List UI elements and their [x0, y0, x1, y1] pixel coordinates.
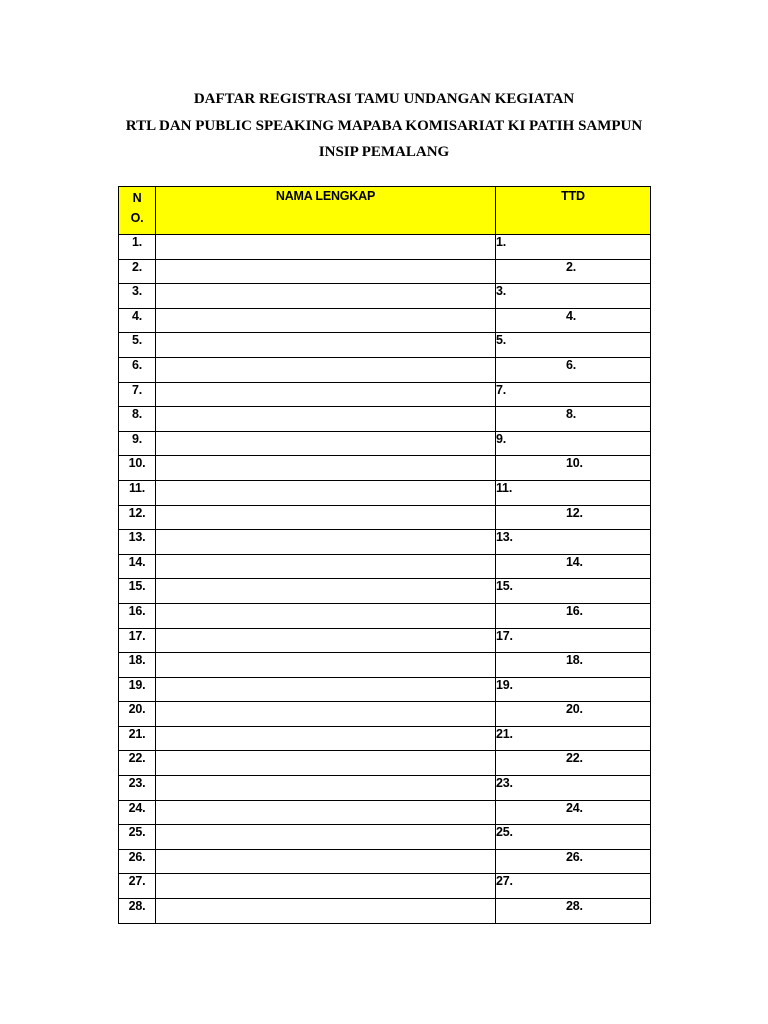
name-cell[interactable]: [156, 505, 496, 530]
signature-cell[interactable]: 11.: [496, 480, 651, 505]
signature-cell[interactable]: 27.: [496, 874, 651, 899]
row-number: 6.: [119, 357, 156, 382]
row-number: 16.: [119, 603, 156, 628]
name-cell[interactable]: [156, 259, 496, 284]
row-number: 4.: [119, 308, 156, 333]
table-row: [119, 456, 651, 481]
row-number: 11.: [119, 480, 156, 505]
table-row: [119, 653, 651, 678]
name-cell[interactable]: [156, 456, 496, 481]
table-row: [119, 579, 651, 604]
name-cell[interactable]: [156, 874, 496, 899]
row-number: 23.: [119, 776, 156, 801]
table-row: [119, 333, 651, 358]
name-cell[interactable]: [156, 849, 496, 874]
signature-cell[interactable]: 17.: [496, 628, 651, 653]
signature-cell[interactable]: 8.: [496, 407, 651, 432]
name-cell[interactable]: [156, 407, 496, 432]
row-number: 20.: [119, 702, 156, 727]
table-row: [119, 382, 651, 407]
table-row: [119, 235, 651, 260]
name-cell[interactable]: [156, 899, 496, 924]
table-row: [119, 751, 651, 776]
signature-cell[interactable]: 19.: [496, 677, 651, 702]
name-cell[interactable]: [156, 726, 496, 751]
signature-cell[interactable]: 24.: [496, 800, 651, 825]
row-number: 24.: [119, 800, 156, 825]
name-cell[interactable]: [156, 776, 496, 801]
table-row: [119, 308, 651, 333]
table-row: [119, 530, 651, 555]
table-header-row: [119, 187, 651, 235]
table-row: [119, 480, 651, 505]
signature-cell[interactable]: 5.: [496, 333, 651, 358]
row-number: 5.: [119, 333, 156, 358]
table-row: [119, 776, 651, 801]
table-row: [119, 603, 651, 628]
table-row: [119, 505, 651, 530]
registration-table: [118, 186, 651, 924]
table-row: [119, 554, 651, 579]
document-title: [0, 86, 768, 166]
signature-cell[interactable]: 13.: [496, 530, 651, 555]
row-number: 17.: [119, 628, 156, 653]
row-number: 1.: [119, 235, 156, 260]
name-cell[interactable]: [156, 677, 496, 702]
title-line-1: DAFTAR REGISTRASI TAMU UNDANGAN KEGIATAN: [193, 91, 575, 107]
signature-cell[interactable]: 12.: [496, 505, 651, 530]
signature-cell[interactable]: 23.: [496, 776, 651, 801]
title-line-2: RTL DAN PUBLIC SPEAKING MAPABA KOMISARIAT KI PATIH SAMPUN: [125, 117, 643, 134]
signature-cell[interactable]: 22.: [496, 751, 651, 776]
signature-cell[interactable]: 10.: [496, 456, 651, 481]
row-number: 9.: [119, 431, 156, 456]
table-row: [119, 259, 651, 284]
signature-cell[interactable]: 21.: [496, 726, 651, 751]
name-cell[interactable]: [156, 357, 496, 382]
row-number: 2.: [119, 259, 156, 284]
name-cell[interactable]: [156, 530, 496, 555]
signature-cell[interactable]: 28.: [496, 899, 651, 924]
row-number: 28.: [119, 899, 156, 924]
table-row: [119, 628, 651, 653]
name-cell[interactable]: [156, 308, 496, 333]
table-row: [119, 800, 651, 825]
header-nama-lengkap: NAMA LENGKAP: [156, 187, 496, 235]
signature-cell[interactable]: 7.: [496, 382, 651, 407]
signature-cell[interactable]: 9.: [496, 431, 651, 456]
name-cell[interactable]: [156, 333, 496, 358]
name-cell[interactable]: [156, 579, 496, 604]
name-cell[interactable]: [156, 751, 496, 776]
signature-cell[interactable]: 2.: [496, 259, 651, 284]
row-number: 7.: [119, 382, 156, 407]
name-cell[interactable]: [156, 554, 496, 579]
table-row: [119, 431, 651, 456]
header-ttd: TTD: [496, 187, 651, 235]
signature-cell[interactable]: 1.: [496, 235, 651, 260]
name-cell[interactable]: [156, 702, 496, 727]
signature-cell[interactable]: 16.: [496, 603, 651, 628]
row-number: 18.: [119, 653, 156, 678]
row-number: 27.: [119, 874, 156, 899]
row-number: 8.: [119, 407, 156, 432]
name-cell[interactable]: [156, 480, 496, 505]
row-number: 13.: [119, 530, 156, 555]
row-number: 3.: [119, 284, 156, 309]
signature-cell[interactable]: 20.: [496, 702, 651, 727]
signature-cell[interactable]: 14.: [496, 554, 651, 579]
name-cell[interactable]: [156, 431, 496, 456]
table-row: [119, 825, 651, 850]
table-row: [119, 702, 651, 727]
name-cell[interactable]: [156, 284, 496, 309]
row-number: 22.: [119, 751, 156, 776]
name-cell[interactable]: [156, 653, 496, 678]
row-number: 14.: [119, 554, 156, 579]
row-number: 19.: [119, 677, 156, 702]
name-cell[interactable]: [156, 825, 496, 850]
table-row: [119, 849, 651, 874]
table-row: [119, 284, 651, 309]
signature-cell[interactable]: 26.: [496, 849, 651, 874]
signature-cell[interactable]: 6.: [496, 357, 651, 382]
row-number: 10.: [119, 456, 156, 481]
row-number: 25.: [119, 825, 156, 850]
row-number: 12.: [119, 505, 156, 530]
name-cell[interactable]: [156, 603, 496, 628]
signature-cell[interactable]: 15.: [496, 579, 651, 604]
header-no: NO.: [119, 187, 156, 235]
name-cell[interactable]: [156, 235, 496, 260]
row-number: 21.: [119, 726, 156, 751]
name-cell[interactable]: [156, 382, 496, 407]
signature-cell[interactable]: 25.: [496, 825, 651, 850]
table-row: [119, 407, 651, 432]
signature-cell[interactable]: 3.: [496, 284, 651, 309]
table-row: [119, 899, 651, 924]
row-number: 26.: [119, 849, 156, 874]
table-row: [119, 357, 651, 382]
signature-cell[interactable]: 18.: [496, 653, 651, 678]
table-row: [119, 677, 651, 702]
row-number: 15.: [119, 579, 156, 604]
name-cell[interactable]: [156, 800, 496, 825]
title-line-3: INSIP PEMALANG: [318, 144, 450, 160]
table-row: [119, 874, 651, 899]
name-cell[interactable]: [156, 628, 496, 653]
table-row: [119, 726, 651, 751]
signature-cell[interactable]: 4.: [496, 308, 651, 333]
